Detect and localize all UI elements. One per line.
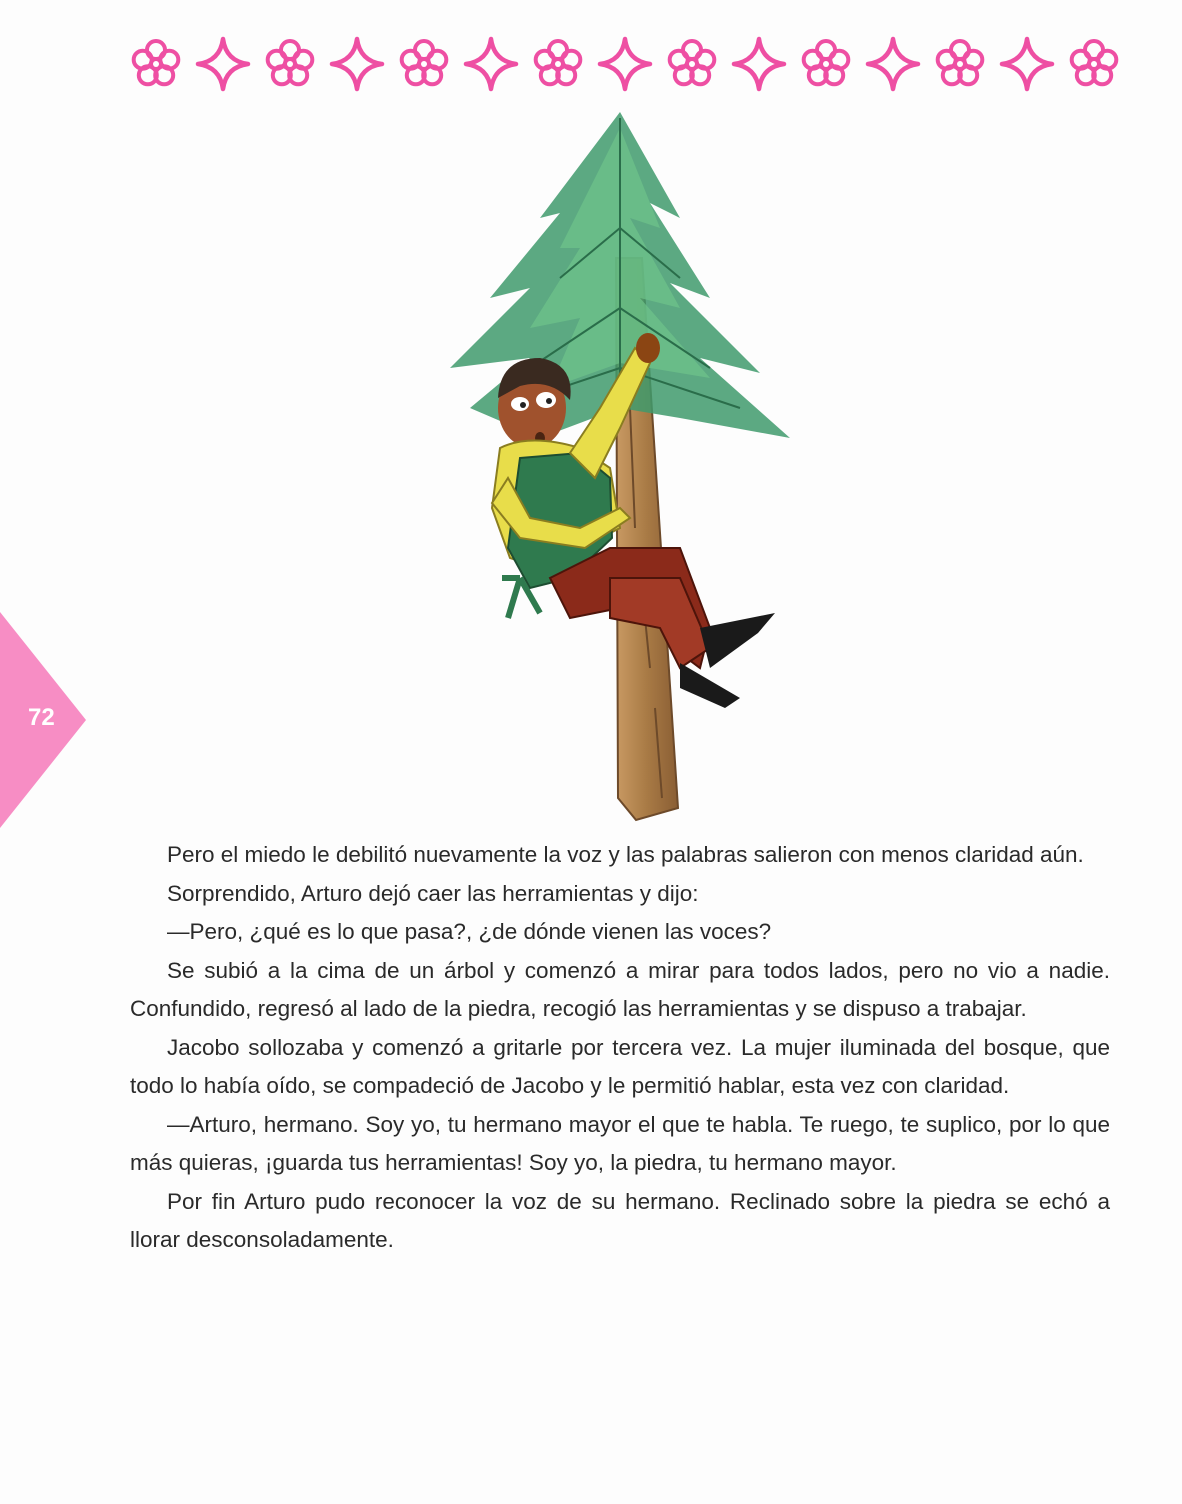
flower-icon [934,38,986,90]
sparkle-icon [731,36,787,92]
flower-icon [264,38,316,90]
flower-icon [532,38,584,90]
man-climbing-tree-illustration [380,108,840,828]
flower-icon [666,38,718,90]
story-text [130,836,1110,1260]
sparkle-icon [329,36,385,92]
flower-icon [398,38,450,90]
sparkle-icon [865,36,921,92]
story-paragraph: —Arturo, hermano. Soy yo, tu hermano mayor el que te habla. Te ruego, te suplico, por lo que más quieras, ¡guarda tus herramientas! Soy yo, la piedra, tu hermano mayor. [130,1111,1110,1175]
story-paragraph: Pero el miedo le debilitó nuevamente la voz y las palabras salieron con menos claridad aún. [167,842,1084,867]
story-paragraph: Jacobo sollozaba y comenzó a gritarle por tercera vez. La mujer iluminada del bosque, que todo lo había oído, se compadeció de Jacobo y le permitió hablar, esta vez con claridad. [130,1034,1110,1098]
decorative-border [130,36,1120,92]
sparkle-icon [195,36,251,92]
story-paragraph: Se subió a la cima de un árbol y comenzó a mirar para todos lados, pero no vio a nadie. Confundido, regresó al lado de la piedra, recogió las herramientas y se dispuso a trabajar. [130,957,1110,1021]
sparkle-icon [597,36,653,92]
flower-icon [130,38,182,90]
sparkle-icon [999,36,1055,92]
sparkle-icon [463,36,519,92]
story-paragraph: Por fin Arturo pudo reconocer la voz de su hermano. Reclinado sobre la piedra se echó a llorar desconsoladamente. [130,1188,1110,1252]
page-number: 72 [28,704,55,731]
story-paragraph: Sorprendido, Arturo dejó caer las herramientas y dijo: [167,880,699,906]
flower-icon [800,38,852,90]
story-paragraph: —Pero, ¿qué es lo que pasa?, ¿de dónde vienen las voces? [167,919,772,944]
flower-icon [1068,38,1120,90]
